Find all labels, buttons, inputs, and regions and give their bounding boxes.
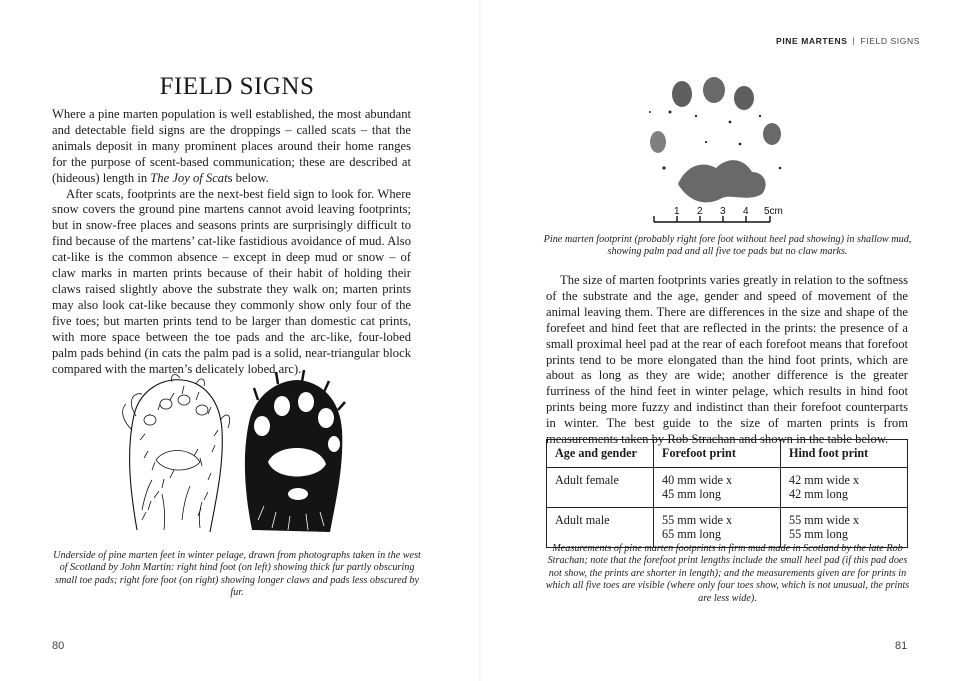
measurement-table: [546, 439, 908, 548]
book-title-reference: The Joy of Scat: [150, 170, 228, 185]
table-caption: Measurements of pine marten footprints in firm mud made in Scotland by the late Rob Strachan; note that the forefoot print lengths include the small heel pad (if this pad does not show, the prints are shorter in length); and the measurements given are for prints in which all five toes are visible (where only four toes show, which is not unusual, the prints are less wide).: [545, 543, 910, 604]
table-cell-forefoot: 40 mm wide x 45 mm long: [654, 467, 781, 507]
scale-labels: [674, 206, 783, 217]
table-cell-hindfoot: 55 mm wide x 55 mm long: [781, 507, 908, 547]
scale-label: 5cm: [764, 206, 783, 217]
paragraph-footprints: After scats, footprints are the next-best field sign to look for. Where snow covers the ground pine martens cannot avoid leaving footprints; but in snow-free places and seasons prints are surprisingly difficult to find because of the martens’ cat-like fastidious avoidance of mud. Also cat-like is the common absence – except in deep mud or snow – of claw marks in marten prints because of their habit of holding their claws raised slightly above the substrate they walk on; marten prints may also look cat-like because they commonly show only four of the five toes; but marten prints tend to be larger than domestic cat prints, with more space between the toe pads and the arc-like, four-lobed palm pads behind (in cats the palm pad is a solid, near-triangular block compared with the marten’s delicately lobed arc).: [52, 186, 411, 376]
table-row: [547, 507, 908, 547]
footprint-pads: [649, 77, 781, 202]
running-header-section: FIELD SIGNS: [860, 36, 920, 46]
table-cell-forefoot: 55 mm wide x 65 mm long: [654, 507, 781, 547]
header-divider: [853, 37, 854, 45]
running-header-book: PINE MARTENS: [776, 36, 848, 46]
marten-feet-illustration: [112, 370, 362, 540]
table-header: Forefoot print: [654, 440, 781, 468]
page-number-left: 80: [52, 640, 65, 652]
table-header: Age and gender: [547, 440, 654, 468]
scale-label: 3: [720, 206, 726, 217]
footprint-caption: Pine marten footprint (probably right fore foot without heel pad showing) in shallow mud, showing palm pad and all five toe pads but no claw marks.: [543, 234, 912, 258]
footprint-illustration: [640, 72, 810, 232]
table-row: [547, 467, 908, 507]
page-title: FIELD SIGNS: [159, 72, 315, 100]
fore-foot-drawing: [245, 370, 345, 532]
table-header-row: [547, 440, 908, 468]
table-header: Hind foot print: [781, 440, 908, 468]
scale-bar: [654, 216, 770, 222]
feet-caption: Underside of pine marten feet in winter pelage, drawn from photographs taken in the west of Scotland by John Martin: right hind foot (on left) showing thick fur partly obscuring small toe pads; right fore foot (on right) showing longer claws and pads less obscured by fur.: [53, 550, 421, 599]
table-cell-group: Adult female: [547, 467, 654, 507]
scale-label: 4: [743, 206, 749, 217]
paragraph-scats: Where a pine marten population is well established, the most abundant and detectable field signs are the droppings – called scats – that the animals deposit in many prominent places around their home ranges for the purpose of scent-based communication; these are described at (hideous) length in The Joy of Scats below.: [52, 107, 411, 185]
running-header: [776, 36, 920, 46]
paragraph-print-size: The size of marten footprints varies greatly in relation to the softness of the substrate and the age, gender and speed of movement of the animal leaving them. There are differences in the size and shape of the forefeet and hind feet that are reflected in the prints: the presence of a small proximal heel pad at the rear of each forefoot means that forefoot prints tend to be more elongated than the hind foot prints, which are about as long as they are wide; another difference is the greater furriness of the hind feet in winter pelage, which results in hind foot prints being more fuzzy and indistinct than their forefoot counterparts in winter. The best guide to the size of marten prints is from measurements taken by Rob Strachan and shown in the table below.: [546, 273, 908, 447]
table-cell-hindfoot: 42 mm wide x 42 mm long: [781, 467, 908, 507]
right-body-text: [546, 273, 908, 448]
scale-label: 2: [697, 206, 703, 217]
table-cell-group: Adult male: [547, 507, 654, 547]
page-number-right: 81: [895, 640, 908, 652]
hind-foot-drawing: [123, 375, 230, 532]
scale-label: 1: [674, 206, 680, 217]
gutter: [479, 0, 481, 681]
left-body-text: [52, 107, 411, 377]
